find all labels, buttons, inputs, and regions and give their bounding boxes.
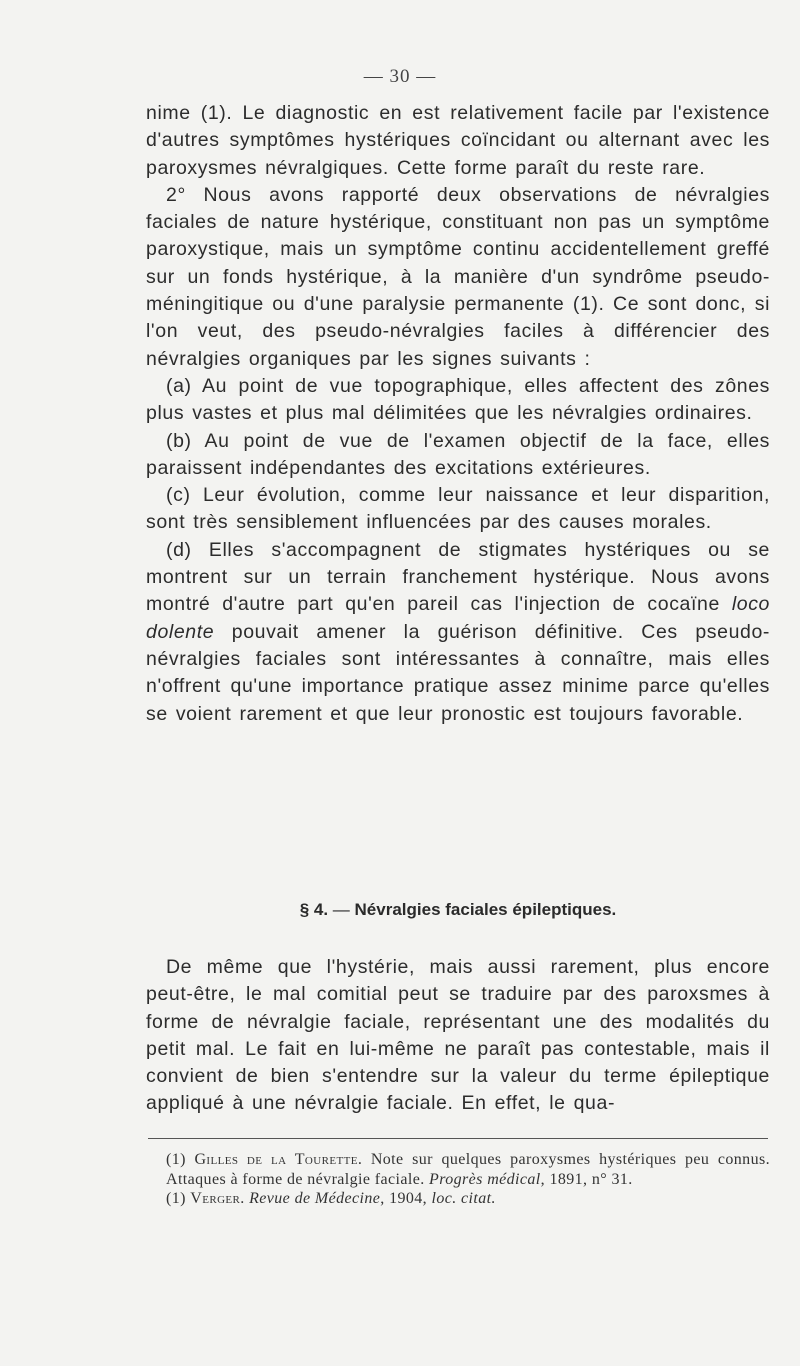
footnote-author: Gilles de la Tourette: [194, 1151, 358, 1168]
footnote-text: . Note sur quelques paroxysmes hystériques peu connus. Attaques à forme de névralgie faciale.: [166, 1151, 770, 1188]
footnote-mark: (1): [166, 1190, 191, 1208]
paragraph: 2° Nous avons rapporté deux observations de névralgies faciales de nature hystérique, constituant non pas un symptôme paroxystique, mais un symptôme continu accidentellement greffé sur un fonds hystérique, à la manière d'un syndrôme pseudo-méningitique ou d'une paralysie permanente (1). Ce sont donc, si l'on veut, des pseudo-névralgies faciles à différencier des névralgies organiques par les signes suivants :: [146, 183, 770, 370]
footnotes: [166, 1150, 770, 1209]
paragraph: [146, 537, 770, 728]
section-title: Névralgies faciales épileptiques.: [354, 900, 617, 919]
body-text: [146, 100, 770, 728]
paragraph: (c) Leur évolution, comme leur naissance et leur disparition, sont très sensiblement influencées par des causes morales.: [146, 484, 770, 534]
footnote-rule: [148, 1138, 768, 1139]
section-body: [146, 954, 770, 1118]
section-number: § 4.: [299, 900, 329, 919]
section-dash: —: [328, 900, 355, 919]
footnote-text: .: [240, 1190, 250, 1208]
paragraph: De même que l'hystérie, mais aussi rarement, plus encore peut-être, le mal comitial peut se traduire par des paroxsmes à forme de névralgie faciale, représentant une des modalités du petit mal. Le fait en lui-même ne paraît pas contestable, mais il convient de bien s'entendre sur la valeur du terme épileptique appliqué à une névralgie faciale. En effet, le qua-: [146, 956, 770, 1115]
footnote-source: Revue de Médecine: [249, 1190, 381, 1208]
paragraph-text: (d) Elles s'accompagnent de stigmates hystériques ou se montrent sur un terrain franchement hystérique. Nous avons montré d'autre part qu'en pareil cas l'injection de cocaïne: [146, 538, 770, 616]
section-heading: [146, 900, 770, 920]
footnote-mark: (1): [166, 1151, 195, 1168]
paragraph: nime (1). Le diagnostic en est relativement facile par l'existence d'autres symptômes hystériques coïncidant ou alternant avec les paroxysmes névralgiques. Cette forme paraît du reste rare.: [146, 102, 770, 179]
footnote-tail: , 1904,: [380, 1190, 432, 1208]
footnote-tail-italic: loc. citat.: [431, 1190, 496, 1208]
footnote-tail: , 1891, n° 31.: [540, 1170, 633, 1188]
latin-phrase: loco dolente: [146, 593, 770, 643]
paragraph: (a) Au point de vue topographique, elles affectent des zônes plus vastes et plus mal délimitées que les névralgies ordinaires.: [146, 374, 770, 425]
paragraph-text: pouvait amener la guérison définitive. Ces pseudo-névralgies faciales sont intéressantes à connaître, mais elles n'offrent qu'une importance pratique assez minime parce qu'elles se voient rarement et que leur pronostic est toujours favorable.: [146, 620, 770, 725]
footnote: [166, 1189, 770, 1209]
footnote-author: Verger: [190, 1190, 241, 1208]
page-number: — 30 —: [363, 66, 437, 87]
footnote-source: Progrès médical: [429, 1170, 541, 1188]
paragraph: (b) Au point de vue de l'examen objectif de la face, elles paraissent indépendantes des excitations extérieures.: [146, 429, 770, 479]
footnote: [166, 1150, 770, 1189]
